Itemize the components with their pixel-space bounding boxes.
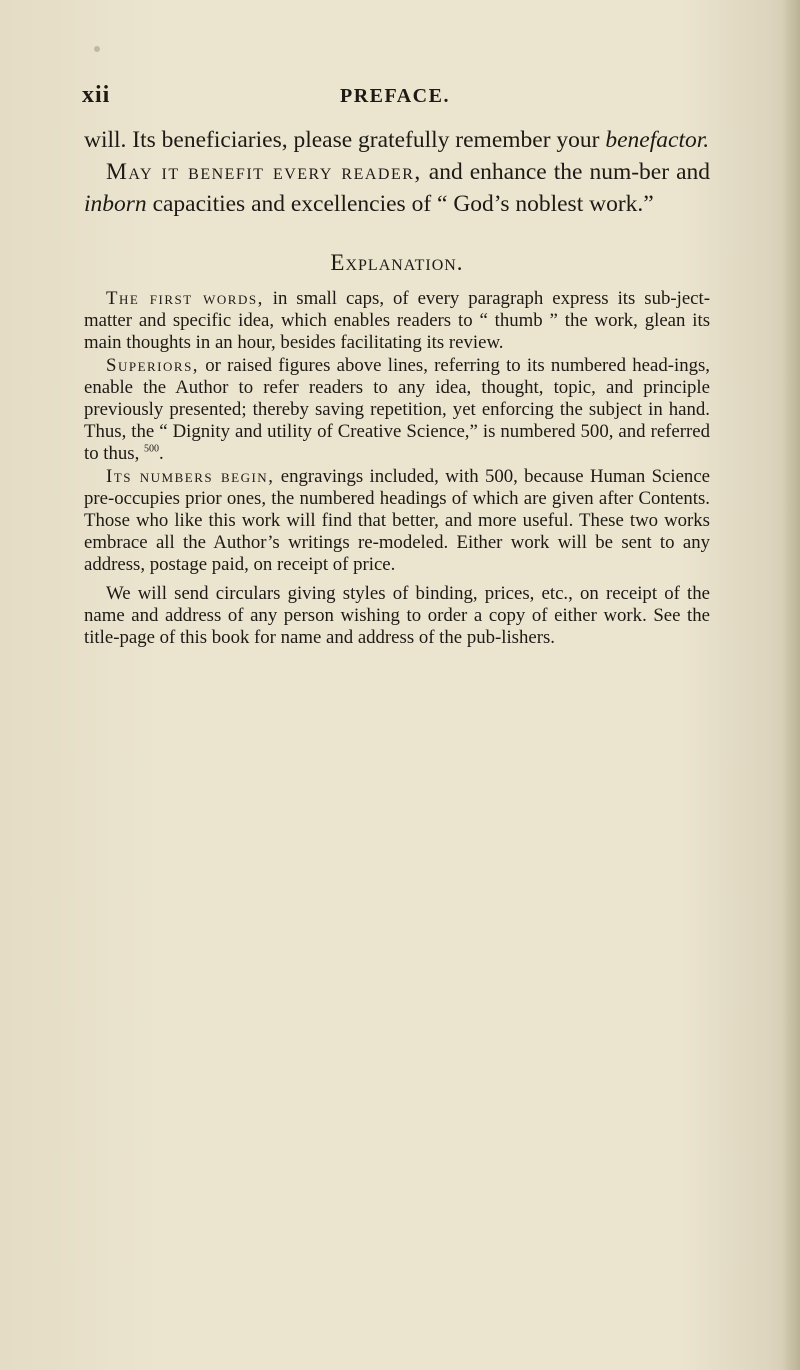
- text-span: capacities and excellencies of “ God’s noblest work.”: [146, 191, 654, 217]
- text-span: .: [159, 443, 164, 465]
- small-caps-lead: Superiors,: [106, 354, 199, 376]
- page-number: xii: [82, 82, 111, 108]
- paragraph-circulars: We will send circulars giving styles of binding, prices, etc., on receipt of the name and address of any person wishing to order a copy of either work. See the title-page of this book for name and address of the pub-lishers.: [84, 582, 710, 649]
- preface-closing-text: [84, 124, 710, 220]
- text-span: in small caps, of every paragraph express its sub-ject-matter and specific idea, which enables readers to “ thumb ” the work, glean its main thoughts in an hour, besides facilitating its review.: [84, 288, 710, 354]
- superior-figure: 500: [144, 444, 160, 456]
- text-span: and enhance the num-ber and: [421, 159, 710, 185]
- small-caps-lead: Its numbers begin,: [106, 465, 275, 487]
- ink-spot: [94, 46, 100, 52]
- text-span: engravings included, with 500, because Human Science pre-occupies prior ones, the numbered headings of which are given after Contents. Those who like this work will find that better, and more useful. These two works embrace all the Author’s writings re-modeled. Either work will be sent to any address, postage paid, on receipt of price.: [84, 465, 710, 576]
- section-heading: Explanation.: [330, 250, 464, 275]
- paragraph-benefactor: [84, 124, 710, 156]
- text-span: or raised figures above lines, referring to its numbered head-ings, enable the Author to refer readers to any idea, thought, topic, and principle previously presented; thereby saving repetition, yet enforcing the subject in hand. Thus, the “ Dignity and utility of Creative Science,” is numbered 500, and referred to thus,: [84, 354, 710, 465]
- paragraph-superiors: [84, 355, 710, 466]
- explanation-text: [84, 288, 710, 649]
- paragraph-numbers-begin: [84, 466, 710, 577]
- running-title: PREFACE.: [340, 85, 450, 107]
- running-head: [82, 82, 722, 116]
- italic-span: inborn: [84, 191, 147, 217]
- small-caps-lead: The first words,: [106, 288, 264, 309]
- italic-span: benefactor.: [605, 127, 710, 153]
- paragraph-may-it-benefit: [84, 156, 710, 220]
- text-span: will. Its beneficiaries, please gratefully remember your: [84, 127, 606, 153]
- small-caps-lead: May it benefit every reader,: [106, 159, 422, 185]
- paragraph-first-words: [84, 288, 710, 355]
- page-edge-shadow: [782, 0, 800, 1370]
